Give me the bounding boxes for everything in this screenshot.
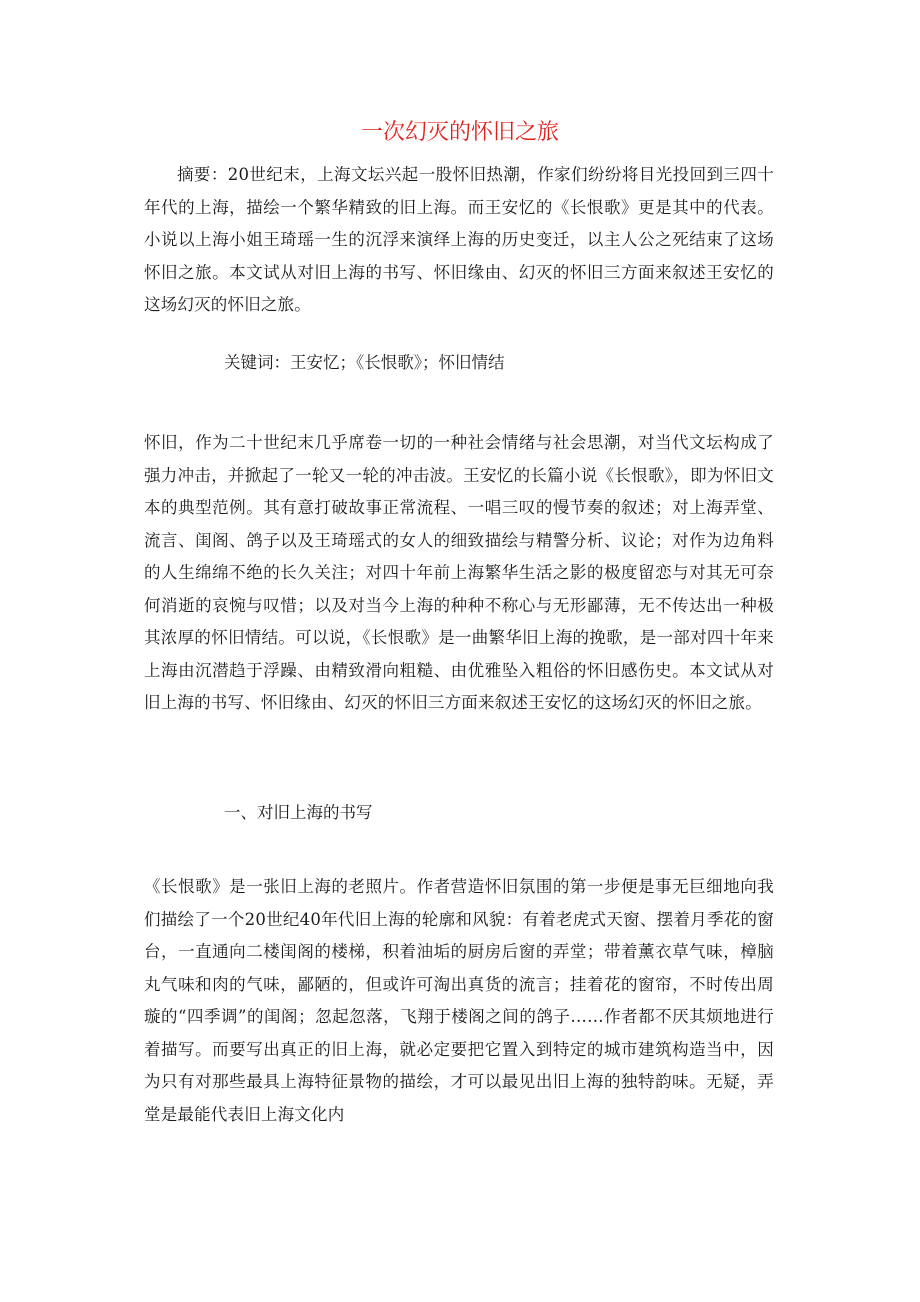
keywords-line: 关键词：王安忆；《长恨歌》；怀旧情结 <box>224 353 505 372</box>
abstract-paragraph: 摘要：20世纪末，上海文坛兴起一股怀旧热潮，作家们纷纷将目光投回到三四十年代的上海，描绘一个繁华精致的旧上海。而王安忆的《长恨歌》更是其中的代表。小说以上海小姐王琦瑶一生的沉浮来演绎上海的历史变迁，以主人公之死结束了这场怀旧之旅。本文试从对旧上海的书写、怀旧缘由、幻灭的怀旧三方面来叙述王安忆的这场幻灭的怀旧之旅。 <box>144 165 774 314</box>
section-heading-1: 一、对旧上海的书写 <box>224 803 373 822</box>
intro-paragraph: 怀旧，作为二十世纪末几乎席卷一切的一种社会情绪与社会思潮，对当代文坛构成了强力冲击，并掀起了一轮又一轮的冲击波。王安忆的长篇小说《长恨歌》，即为怀旧文本的典型范例。其有意打破故事正常流程、一唱三叹的慢节奏的叙述；对上海弄堂、流言、闺阁、鸽子以及王琦瑶式的女人的细致描绘与精警分析、议论；对作为边角料的人生绵绵不绝的长久关注；对四十年前上海繁华生活之影的极度留恋与对其无可奈何消逝的哀惋与叹惜；以及对当今上海的种种不称心与无形鄙薄，无不传达出一种极其浓厚的怀旧情结。可以说，《长恨歌》是一曲繁华旧上海的挽歌，是一部对四十年来上海由沉潜趋于浮躁、由精致滑向粗糙、由优雅坠入粗俗的怀旧感伤史。本文试从对旧上海的书写、怀旧缘由、幻灭的怀旧三方面来叙述王安忆的这场幻灭的怀旧之旅。 <box>144 433 774 712</box>
section-1-paragraph: 《长恨歌》是一张旧上海的老照片。作者营造怀旧氛围的第一步便是事无巨细地向我们描绘了一个20世纪40年代旧上海的轮廓和风貌：有着老虎式天窗、摆着月季花的窗台，一直通向二楼闺阁的楼梯，积着油垢的厨房后窗的弄堂；带着薰衣草气味，樟脑丸气味和肉的气味，鄙陋的，但或许可淘出真货的流言；挂着花的窗帘，不时传出周璇的“四季调”的闺阁；忽起忽落，飞翔于楼阁之间的鸽子……作者都不厌其烦地进行着描写。而要写出真正的旧上海，就必定要把它置入到特定的城市建筑构造当中，因为只有对那些最具上海特征景物的描绘，才可以最见出旧上海的独特韵味。无疑，弄堂是最能代表旧上海文化内 <box>144 877 774 1124</box>
document-title: 一次幻灭的怀旧之旅 <box>360 120 559 145</box>
